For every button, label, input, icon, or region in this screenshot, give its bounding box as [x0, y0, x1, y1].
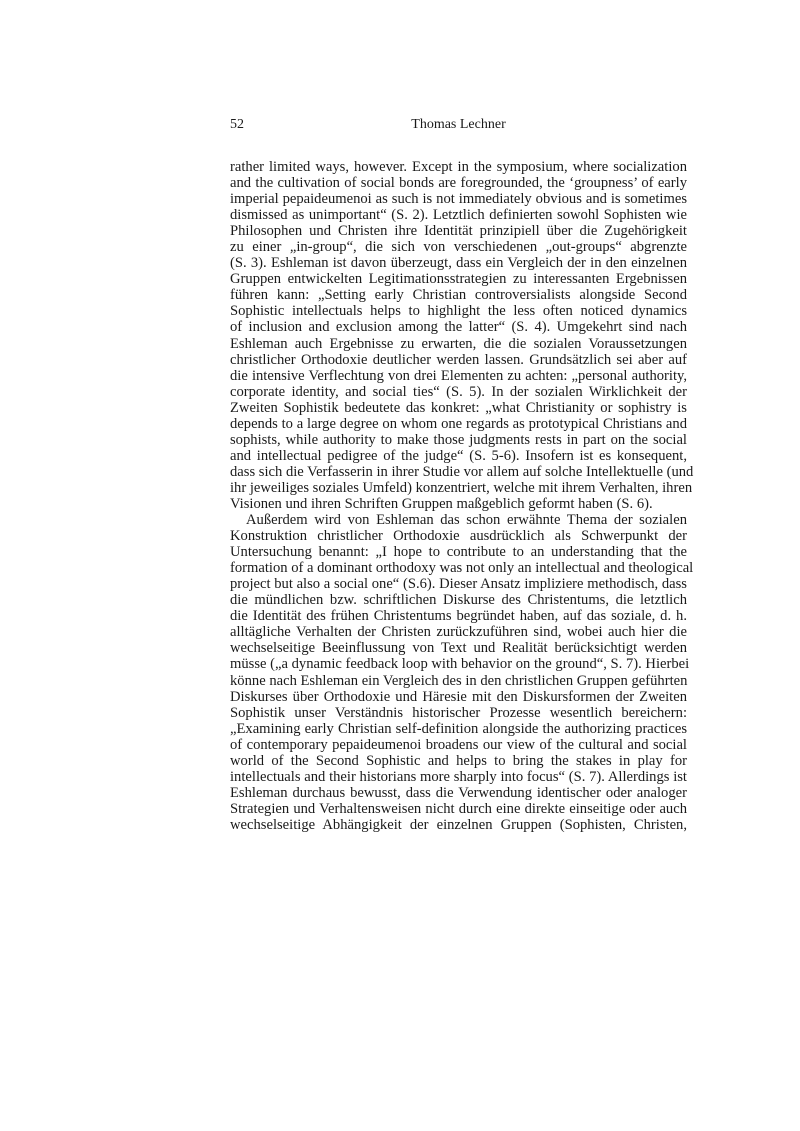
text-line: and the cultivation of social bonds are foregrounded, the ‘groupness’ of early: [230, 175, 687, 192]
text-line: and intellectual pedigree of the judge“ (S. 5-6). Insofern ist es konsequent,: [230, 447, 687, 464]
text-line: Zweiten Sophistik bedeutete das konkret: „what Christianity or sophistry is: [230, 399, 687, 416]
text-line: ihr jeweiliges soziales Umfeld) konzentriert, welche mit ihrem Verhalten, ihren: [230, 479, 693, 496]
text-line: world of the Second Sophistic and helps to bring the stakes in play for: [230, 752, 687, 769]
paragraph: [230, 159, 694, 512]
text-line: „Examining early Christian self-definition alongside the authorizing practices: [230, 720, 687, 737]
text-line: rather limited ways, however. Except in the symposium, where socialization: [230, 159, 687, 175]
text-line: zu einer „in-group“, die sich von verschiedenen „out-groups“ abgrenzte: [230, 239, 687, 256]
text-line: Eshleman durchaus bewusst, dass die Verwendung identischer oder analoger: [230, 784, 687, 801]
text-line: imperial pepaideumenoi as such is not immediately obvious and is sometimes: [230, 191, 687, 208]
text-line: dismissed as unimportant“ (S. 2). Letztlich definierten sowohl Sophisten wie: [230, 207, 687, 224]
text-line: Untersuchung benannt: „I hope to contribute to an understanding that the: [230, 544, 687, 561]
text-line: Philosophen und Christen ihre Identität prinzipiell über die Zugehörigkeit: [230, 223, 687, 240]
text-line: Außerdem wird von Eshleman das schon erwähnte Thema der sozialen: [246, 512, 687, 529]
text-line: of inclusion and exclusion among the latter“ (S. 4). Umgekehrt sind nach: [230, 319, 687, 336]
text-line: die mündlichen bzw. schriftlichen Diskurse des Christentums, die letztlich: [230, 592, 687, 609]
text-line: könne nach Eshleman ein Vergleich des in den christlichen Gruppen geführten: [230, 672, 688, 689]
text-line: alltägliche Verhalten der Christen zurückzuführen sind, wobei auch hier die: [230, 624, 687, 641]
text-line: Visionen und ihren Schriften Gruppen maßgeblich geformt haben (S. 6).: [230, 495, 653, 512]
text-line: intellectuals and their historians more sharply into focus“ (S. 7). Allerdings ist: [230, 768, 687, 785]
body-text: [230, 159, 694, 833]
text-line: Konstruktion christlicher Orthodoxie ausdrücklich als Schwerpunkt der: [230, 528, 687, 545]
text-line: (S. 3). Eshleman ist davon überzeugt, dass ein Vergleich der in den einzelnen: [230, 255, 687, 272]
text-line: Diskurses über Orthodoxie und Häresie mit den Diskursformen der Zweiten: [230, 688, 687, 705]
text-line: führen kann: „Setting early Christian controversialists alongside Second: [230, 287, 687, 304]
page-header: [230, 117, 687, 135]
text-line: Gruppen entwickelten Legitimationsstrategien zu interessanten Ergebnissen: [230, 271, 687, 288]
text-line: christlicher Orthodoxie deutlicher werden lassen. Grundsätzlich sei aber auf: [230, 351, 687, 368]
text-line: Sophistic intellectuals helps to highlight the less often noticed dynamics: [230, 303, 687, 320]
text-line: of contemporary pepaideumenoi broadens our view of the cultural and social: [230, 736, 687, 753]
text-line: Strategien und Verhaltensweisen nicht durch eine direkte einseitige oder auch: [230, 800, 687, 817]
page-number: 52: [230, 117, 244, 132]
text-line: die intensive Verflechtung von drei Elementen zu achten: „personal authority,: [230, 367, 687, 384]
text-line: dass sich die Verfasserin in ihrer Studie vor allem auf solche Intellektuelle (und: [230, 463, 694, 480]
text-line: wechselseitige Beeinflussung von Text und Realität berücksichtigt werden: [230, 640, 687, 657]
text-line: project but also a social one“ (S.6). Dieser Ansatz impliziere methodisch, dass: [230, 576, 687, 593]
text-line: sophists, while authority to make those judgments rests in part on the social: [230, 431, 687, 448]
running-head: Thomas Lechner: [411, 117, 506, 132]
text-line: Sophistik unser Verständnis historischer Prozesse wesentlich bereichern:: [230, 704, 687, 721]
text-line: müsse („a dynamic feedback loop with behavior on the ground“, S. 7). Hierbei: [230, 656, 690, 673]
text-line: depends to a large degree on whom one regards as prototypical Christians and: [230, 415, 687, 432]
text-line: formation of a dominant orthodoxy was not only an intellectual and theological: [230, 560, 694, 577]
paragraph: [230, 512, 694, 833]
text-line: wechselseitige Abhängigkeit der einzelnen Gruppen (Sophisten, Christen,: [230, 816, 687, 833]
text-line: corporate identity, and social ties“ (S. 5). In der sozialen Wirklichkeit der: [230, 383, 687, 400]
text-line: die Identität des frühen Christentums begründet haben, auf das soziale, d. h.: [230, 608, 687, 625]
text-line: Eshleman auch Ergebnisse zu erwarten, die die sozialen Voraussetzungen: [230, 335, 687, 352]
